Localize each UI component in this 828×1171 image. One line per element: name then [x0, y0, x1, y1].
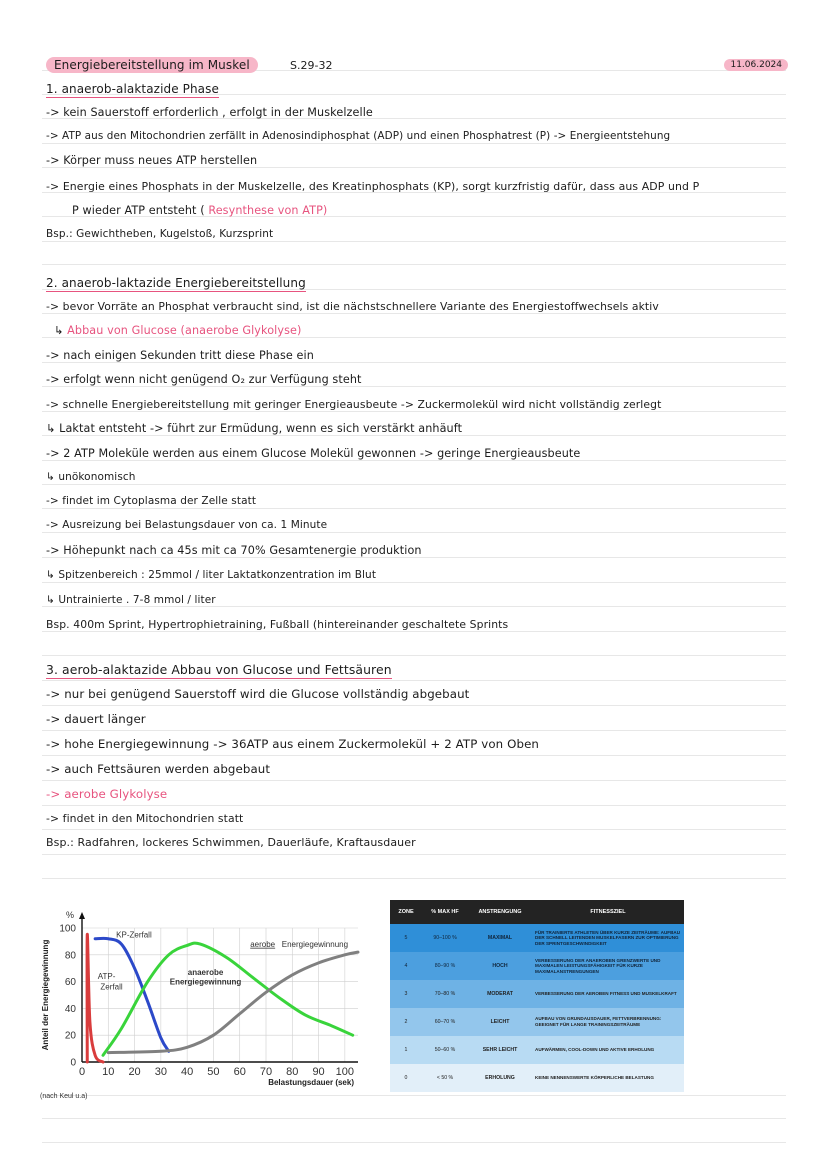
s2-line-3: -> nach einigen Sekunden tritt diese Phase ein — [46, 349, 314, 362]
col-max-hf: % MAX HF — [422, 900, 468, 924]
s2-line-5: -> schnelle Energiebereitstellung mit geringer Energieausbeute -> Zuckermolekül wird nicht vollständig zerlegt — [46, 398, 662, 411]
section1-heading-text: 1. anaerob-alaktazide Phase — [46, 82, 219, 96]
zone-row — [390, 952, 684, 980]
ruled-line — [42, 1095, 786, 1096]
ruled-line — [42, 655, 786, 656]
x-axis-title: Belastungsdauer (sek) — [268, 1078, 354, 1087]
atp-label-line1: ATP- — [97, 971, 116, 981]
s2-line-7: -> 2 ATP Moleküle werden aus einem Glucose Molekül gewonnen -> geringe Energieausbeute — [46, 447, 581, 460]
aerobic-series-line — [108, 952, 358, 1053]
ruled-line — [42, 755, 786, 756]
x-tick-label: 70 — [259, 1066, 273, 1078]
s2-line-9: -> findet im Cytoplasma der Zelle statt — [46, 495, 257, 507]
zone-effort: ERHOLUNG — [485, 1075, 515, 1081]
zone-effort: LEICHT — [490, 1019, 510, 1025]
zone-goal: AUFWÄRMEN, COOL-DOWN UND AKTIVE ERHOLUNG — [535, 1047, 655, 1053]
zone-max-hf: 50–60 % — [434, 1047, 456, 1053]
zone-max-hf: 60–70 % — [434, 1019, 456, 1025]
col-effort: ANSTRENGUNG — [468, 900, 532, 924]
s2-line-4: -> erfolgt wenn nicht genügend O₂ zur Verfügung steht — [46, 373, 362, 386]
aerobic-label-rest: Energiegewinnung — [281, 939, 349, 949]
page-range: S.29-32 — [290, 59, 333, 72]
ruled-line — [42, 557, 786, 558]
zone-row — [390, 980, 684, 1008]
ruled-line — [42, 167, 786, 168]
zone-effort: HOCH — [492, 963, 508, 969]
section2-heading-text: 2. anaerob-laktazide Energiebereitstellung — [46, 276, 306, 290]
kp-label: KP-Zerfall — [116, 930, 152, 940]
ruled-line — [42, 264, 786, 265]
ruled-line — [42, 854, 786, 855]
ruled-line — [42, 1142, 786, 1143]
ruled-line — [42, 705, 786, 706]
x-tick-label: 60 — [233, 1066, 246, 1078]
s2-line-8: ↳ unökonomisch — [46, 471, 136, 483]
energy-chart — [36, 902, 366, 1092]
s3-example: Bsp.: Radfahren, lockeres Schwimmen, Dauerläufe, Kraftausdauer — [46, 836, 416, 849]
zone-max-hf: 70–80 % — [434, 991, 456, 997]
atp-series-line — [87, 934, 103, 1062]
s2-line-13: ↳ Untrainierte . 7-8 mmol / liter — [46, 594, 216, 606]
s3-line-2: -> dauert länger — [46, 712, 146, 726]
x-tick-label: 20 — [128, 1066, 141, 1078]
x-tick-label: 30 — [154, 1066, 167, 1078]
y-tick-label: 60 — [64, 977, 76, 989]
anaerobic-label-line2: Energiegewinnung — [169, 977, 242, 987]
s3-line-1: -> nur bei genügend Sauerstoff wird die Glucose vollständig abgebaut — [46, 687, 470, 701]
s1-cont-pink: Resynthese von ATP) — [208, 204, 328, 217]
ruled-line — [42, 805, 786, 806]
zone-row — [390, 924, 684, 952]
s2-example: Bsp. 400m Sprint, Hypertrophietraining, Fußball (hintereinander geschaltete Sprints — [46, 618, 509, 631]
x-tick-label: 50 — [207, 1066, 220, 1078]
zone-goal: KEINE NENNENSWERTE KÖRPERLICHE BELASTUNG — [535, 1075, 654, 1081]
y-tick-label: 80 — [64, 950, 76, 962]
zone-goal: AUFBAU VON GRUNDAUSDAUER, FETTVERBRENNUNG: GEEIGNET FÜR LANGE TRAININGSZEITRÄUME — [535, 1016, 662, 1027]
y-axis-title: Anteil der Energiegewinnung — [41, 939, 50, 1051]
atp-label-line2: Zerfall — [100, 982, 123, 992]
col-zone: ZONE — [390, 900, 422, 924]
ruled-line — [42, 631, 786, 632]
section2-heading — [46, 276, 306, 290]
zone-goal: VERBESSERUNG DER ANAEROBEN GRENZWERTE UND MAXIMALEN LEISTUNGSFÄHIGKEIT FÜR KURZE MAXIMALANSTRENGUNGEN — [535, 957, 661, 974]
ruled-line — [42, 460, 786, 461]
x-tick-label: 0 — [78, 1066, 86, 1078]
date-badge: 11.06.2024 — [724, 59, 788, 71]
zone-effort: MODERAT — [487, 991, 513, 997]
s1-line-2: -> ATP aus den Mitochondrien zerfällt in Adenosindiphosphat (ADP) und einen Phosphatrest (P) -> Energieentstehung — [46, 130, 671, 142]
section1-heading — [46, 82, 219, 96]
ruled-line — [42, 484, 786, 485]
ruled-line — [42, 143, 786, 144]
s1-line-3: -> Körper muss neues ATP herstellen — [46, 154, 258, 167]
x-tick-label: 10 — [102, 1066, 115, 1078]
zone-max-hf: < 50 % — [436, 1075, 454, 1081]
ruled-line — [42, 386, 786, 387]
title-highlight: Energiebereitstellung im Muskel — [46, 57, 258, 73]
zone-number: 2 — [404, 1019, 408, 1025]
zone-number: 5 — [404, 935, 408, 941]
zone-row — [390, 1008, 684, 1036]
ruled-line — [42, 411, 786, 412]
s3-line-4: -> auch Fettsäuren werden abgebaut — [46, 762, 271, 776]
y-tick-label: 100 — [59, 923, 76, 935]
ruled-line — [42, 680, 786, 681]
zone-number: 0 — [404, 1075, 408, 1081]
s3-line-3: -> hohe Energiegewinnung -> 36ATP aus einem Zuckermolekül + 2 ATP von Oben — [46, 737, 540, 751]
s2-line-11: -> Höhepunkt nach ca 45s mit ca 70% Gesamtenergie produktion — [46, 544, 422, 557]
ruled-line — [42, 337, 786, 338]
y-axis-arrow — [79, 912, 85, 919]
zone-max-hf: 80–90 % — [434, 963, 456, 969]
x-tick-label: 80 — [286, 1066, 299, 1078]
x-tick-label: 100 — [335, 1066, 355, 1078]
s2-pink-text: Abbau von Glucose (anaerobe Glykolyse) — [67, 324, 302, 337]
y-unit-label: % — [65, 910, 75, 920]
ruled-line — [42, 435, 786, 436]
ruled-line — [42, 362, 786, 363]
page-title — [46, 58, 258, 72]
ruled-line — [42, 780, 786, 781]
ruled-line — [42, 829, 786, 830]
ruled-line — [42, 878, 786, 879]
zone-table-header — [390, 900, 684, 924]
zone-goal: FÜR TRAINIERTE ATHLETEN ÜBER KURZE ZEITRÄUME: AUFBAU DER SCHNELL LEITENDEN MUSKELFASERN ZUR OPTIMIERUNG DER SPRINTGESCHWINDIGKEIT — [535, 929, 681, 946]
ruled-line — [42, 1118, 786, 1119]
ruled-line — [42, 532, 786, 533]
s1-line-5 — [46, 204, 327, 217]
s2-line-2 — [46, 324, 301, 337]
ruled-line — [42, 730, 786, 731]
zone-effort: SEHR LEICHT — [482, 1047, 518, 1053]
x-tick-label: 90 — [312, 1066, 325, 1078]
zone-row — [390, 1036, 684, 1064]
ruled-line — [42, 313, 786, 314]
ruled-line — [42, 582, 786, 583]
ruled-line — [42, 508, 786, 509]
aerobic-label-underlined: aerobe — [250, 939, 276, 949]
section3-heading-text: 3. aerob-alaktazide Abbau von Glucose und Fettsäuren — [46, 662, 392, 677]
s1-line-1: -> kein Sauerstoff erforderlich , erfolgt in der Muskelzelle — [46, 106, 373, 119]
section3-heading — [46, 662, 392, 677]
y-tick-label: 40 — [64, 1003, 76, 1015]
anaerobic-series-line — [103, 943, 353, 1055]
zone-number: 3 — [404, 991, 408, 997]
s1-line-4: -> Energie eines Phosphats in der Muskelzelle, des Kreatinphosphats (KP), sorgt kurzfristig dafür, dass aus ADP und P — [46, 180, 700, 193]
s1-cont-text: P wieder ATP entsteht ( — [72, 204, 205, 217]
zone-goal: VERBESSERUNG DER AEROBEN FITNESS UND MUSKELKRAFT — [535, 991, 677, 997]
s2-line-10: -> Ausreizung bei Belastungsdauer von ca. 1 Minute — [46, 519, 328, 531]
chart-source-note: (nach Keul u.a) — [40, 1093, 88, 1100]
zone-number: 4 — [404, 963, 408, 969]
s3-line-6: -> findet in den Mitochondrien statt — [46, 812, 244, 825]
y-tick-label: 0 — [70, 1057, 76, 1069]
s3-pink-line: -> aerobe Glykolyse — [46, 787, 168, 801]
s2-line-1: -> bevor Vorräte an Phosphat verbraucht sind, ist die nächstschnellere Variante des Energiestoffwechsels aktiv — [46, 300, 659, 313]
y-tick-label: 20 — [64, 1030, 76, 1042]
s1-example: Bsp.: Gewichtheben, Kugelstoß, Kurzsprint — [46, 228, 274, 240]
ruled-line — [42, 606, 786, 607]
x-tick-label: 40 — [181, 1066, 194, 1078]
s2-line-6: ↳ Laktat entsteht -> führt zur Ermüdung, wenn es sich verstärkt anhäuft — [46, 422, 463, 435]
ruled-line — [42, 241, 786, 242]
zone-effort: MAXIMAL — [487, 935, 513, 941]
zone-table-body — [390, 924, 684, 1092]
zone-number: 1 — [404, 1047, 408, 1053]
zone-row — [390, 1064, 684, 1092]
s2-arrow: ↳ — [54, 324, 64, 337]
anaerobic-label-line1: anaerobe — [187, 967, 224, 977]
zone-max-hf: 90–100 % — [433, 935, 457, 941]
heart-rate-zone-table — [390, 900, 684, 1092]
s2-line-12: ↳ Spitzenbereich : 25mmol / liter Laktatkonzentration im Blut — [46, 569, 377, 581]
col-goal: FITNESSZIEL — [532, 900, 684, 924]
kp-series-line — [95, 938, 169, 1051]
